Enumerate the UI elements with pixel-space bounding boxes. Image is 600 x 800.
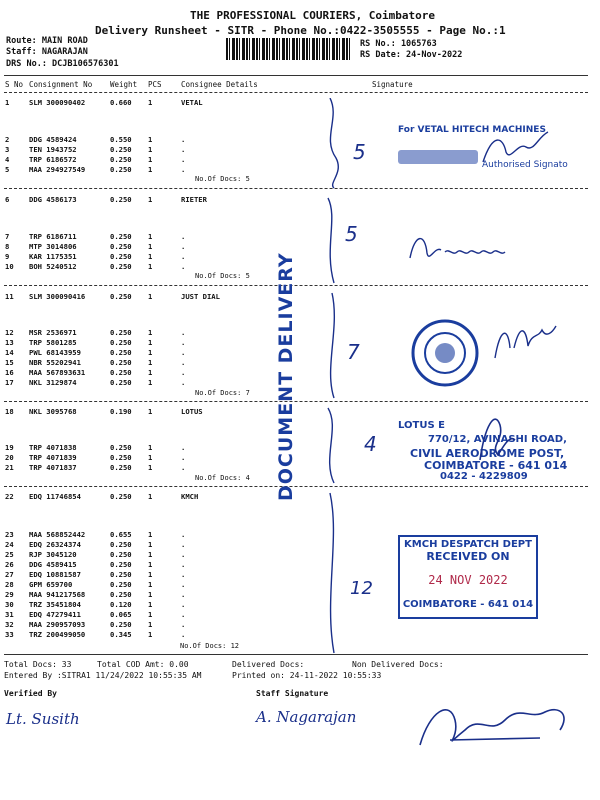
- group-doc-count: No.Of Docs: 4: [195, 474, 250, 482]
- table-cell: .: [181, 378, 186, 387]
- table-cell: 0.190: [110, 407, 132, 416]
- table-cell: 25: [5, 550, 14, 559]
- table-cell: JUST DIAL: [181, 292, 220, 301]
- table-cell: 1: [148, 590, 153, 599]
- group-doc-count: No.Of Docs: 12: [180, 642, 240, 650]
- table-cell: NBR 55202941: [29, 358, 81, 367]
- handwritten-count: 4: [364, 432, 377, 456]
- table-cell: 0.660: [110, 98, 132, 107]
- group-divider: [4, 188, 588, 189]
- table-cell: 0.655: [110, 530, 132, 539]
- table-cell: RJP 3045120: [29, 550, 77, 559]
- table-cell: .: [181, 232, 186, 241]
- table-cell: .: [181, 530, 186, 539]
- table-cell: .: [181, 610, 186, 619]
- table-cell: MTP 3014806: [29, 242, 77, 251]
- kmch-stamp-line: KMCH DESPATCH DEPT: [404, 539, 532, 550]
- route: Route: MAIN ROAD: [6, 36, 88, 46]
- table-cell: 1: [148, 407, 153, 416]
- vetal-stamp-line: For VETAL HITECH MACHINES: [398, 125, 546, 135]
- table-cell: 20: [5, 453, 14, 462]
- verified-by-label: Verified By: [4, 689, 57, 698]
- table-cell: DDG 4589415: [29, 560, 77, 569]
- table-cell: .: [181, 453, 186, 462]
- col-consignee-details: Consignee Details: [181, 80, 258, 89]
- table-row: [0, 378, 600, 388]
- table-cell: 0.550: [110, 135, 132, 144]
- header-bottom-rule: [4, 92, 588, 93]
- table-cell: 6: [5, 195, 10, 204]
- table-cell: 14: [5, 348, 14, 357]
- bracket-stroke-icon: [318, 98, 348, 658]
- table-cell: 31: [5, 610, 14, 619]
- table-cell: 10: [5, 262, 14, 271]
- table-cell: 1: [148, 560, 153, 569]
- table-cell: 1: [148, 292, 153, 301]
- table-cell: 1: [148, 463, 153, 472]
- barcode-image: [226, 38, 352, 60]
- table-cell: 1: [148, 620, 153, 629]
- table-cell: .: [181, 165, 186, 174]
- rs-date: RS Date: 24-Nov-2022: [360, 50, 463, 60]
- col-signature: Signature: [372, 80, 413, 89]
- table-cell: LOTUS: [181, 407, 203, 416]
- table-cell: .: [181, 242, 186, 251]
- table-cell: .: [181, 348, 186, 357]
- table-cell: 0.250: [110, 338, 132, 347]
- group-doc-count: No.Of Docs: 7: [195, 389, 250, 397]
- lotus-stamp-line: 770/12, AVINASHI ROAD,: [428, 434, 567, 445]
- table-cell: 1: [148, 570, 153, 579]
- table-cell: MAA 294927549: [29, 165, 86, 174]
- table-cell: 0.250: [110, 590, 132, 599]
- table-cell: .: [181, 358, 186, 367]
- lotus-signature-icon: [470, 405, 520, 465]
- lotus-stamp-line: COIMBATORE - 641 014: [424, 459, 568, 472]
- table-cell: MAA 568852442: [29, 530, 86, 539]
- col-weight: Weight: [110, 80, 138, 89]
- just-dial-signature-icon: [490, 318, 560, 363]
- table-cell: MAA 290957093: [29, 620, 86, 629]
- table-cell: 32: [5, 620, 14, 629]
- table-cell: .: [181, 630, 186, 639]
- table-cell: 1: [148, 145, 153, 154]
- table-cell: .: [181, 328, 186, 337]
- table-cell: 0.250: [110, 443, 132, 452]
- table-cell: 1: [5, 98, 10, 107]
- table-cell: 1: [148, 550, 153, 559]
- table-cell: 28: [5, 580, 14, 589]
- table-cell: 19: [5, 443, 14, 452]
- table-cell: .: [181, 580, 186, 589]
- table-cell: 0.250: [110, 165, 132, 174]
- table-cell: 33: [5, 630, 14, 639]
- footer-rule: [4, 654, 588, 655]
- table-cell: .: [181, 550, 186, 559]
- lotus-stamp-line: LOTUS E: [398, 420, 445, 431]
- table-cell: 0.250: [110, 570, 132, 579]
- delivered-docs: Delivered Docs:: [232, 660, 305, 669]
- group-doc-count: No.Of Docs: 5: [195, 175, 250, 183]
- scribble-signature-icon: [410, 690, 580, 760]
- total-cod-amount: Total COD Amt: 0.00: [97, 660, 189, 669]
- table-row: [0, 292, 600, 302]
- table-cell: 0.345: [110, 630, 132, 639]
- table-cell: .: [181, 155, 186, 164]
- table-cell: 1: [148, 165, 153, 174]
- table-cell: 30: [5, 600, 14, 609]
- vetal-stamp-ink-icon: [398, 150, 478, 164]
- table-cell: 29: [5, 590, 14, 599]
- vetal-signature-icon: [478, 122, 558, 167]
- table-cell: 1: [148, 338, 153, 347]
- non-delivered-docs: Non Delivered Docs:: [352, 660, 444, 669]
- table-cell: 18: [5, 407, 14, 416]
- table-cell: TRP 5801285: [29, 338, 77, 347]
- table-cell: 23: [5, 530, 14, 539]
- column-header-row: [0, 80, 600, 90]
- table-cell: 1: [148, 453, 153, 462]
- table-cell: 0.250: [110, 155, 132, 164]
- col-sno: S No: [5, 80, 24, 89]
- table-cell: VETAL: [181, 98, 203, 107]
- table-cell: 24: [5, 540, 14, 549]
- table-cell: 0.250: [110, 550, 132, 559]
- table-cell: EDQ 47279411: [29, 610, 81, 619]
- lotus-stamp-line: CIVIL AERODROME POST,: [410, 447, 565, 460]
- table-cell: 0.250: [110, 620, 132, 629]
- table-cell: 1: [148, 492, 153, 501]
- table-cell: .: [181, 600, 186, 609]
- printed-on: Printed on: 24-11-2022 10:55:33: [232, 671, 382, 680]
- table-cell: 0.250: [110, 463, 132, 472]
- table-cell: 0.250: [110, 328, 132, 337]
- table-cell: 1: [148, 155, 153, 164]
- table-row: [0, 630, 600, 640]
- kmch-received-stamp: [398, 535, 538, 619]
- table-cell: TRP 6186711: [29, 232, 77, 241]
- table-cell: 0.250: [110, 560, 132, 569]
- table-cell: TRP 6186572: [29, 155, 77, 164]
- table-cell: .: [181, 135, 186, 144]
- table-cell: DDG 4589424: [29, 135, 77, 144]
- table-cell: SLM 300090416: [29, 292, 86, 301]
- col-consignment: Consignment No: [29, 80, 93, 89]
- table-cell: 1: [148, 232, 153, 241]
- table-cell: SLM 300090402: [29, 98, 86, 107]
- table-cell: 17: [5, 378, 14, 387]
- table-cell: 15: [5, 358, 14, 367]
- table-cell: 0.250: [110, 348, 132, 357]
- table-cell: 1: [148, 358, 153, 367]
- header-top-rule: [4, 75, 588, 76]
- table-cell: EDQ 11746854: [29, 492, 81, 501]
- table-cell: NKL 3129874: [29, 378, 77, 387]
- table-row: [0, 492, 600, 502]
- table-cell: .: [181, 145, 186, 154]
- table-cell: 0.250: [110, 358, 132, 367]
- drs-number: DRS No.: DCJB106576301: [6, 59, 119, 69]
- table-cell: 1: [148, 368, 153, 377]
- table-cell: 0.250: [110, 262, 132, 271]
- table-cell: 0.250: [110, 252, 132, 261]
- table-cell: 1: [148, 610, 153, 619]
- table-cell: KAR 1175351: [29, 252, 77, 261]
- handwritten-count: 7: [347, 340, 360, 364]
- table-cell: 1: [148, 135, 153, 144]
- table-cell: 0.250: [110, 242, 132, 251]
- table-cell: 1: [148, 580, 153, 589]
- table-cell: 26: [5, 560, 14, 569]
- table-cell: TRZ 35451804: [29, 600, 81, 609]
- table-cell: EDQ 26324374: [29, 540, 81, 549]
- table-cell: .: [181, 443, 186, 452]
- table-cell: 11: [5, 292, 14, 301]
- table-row: [0, 368, 600, 378]
- table-cell: .: [181, 338, 186, 347]
- table-cell: 0.250: [110, 368, 132, 377]
- table-cell: .: [181, 570, 186, 579]
- table-cell: 7: [5, 232, 10, 241]
- table-cell: 1: [148, 443, 153, 452]
- table-row: [0, 620, 600, 630]
- table-cell: TRP 4071838: [29, 443, 77, 452]
- table-cell: 1: [148, 378, 153, 387]
- kmch-stamp-date: 24 NOV 2022: [428, 573, 508, 587]
- table-cell: 0.120: [110, 600, 132, 609]
- table-row: [0, 98, 600, 108]
- verified-signature: Lt. Susith: [6, 710, 80, 728]
- table-cell: 8: [5, 242, 10, 251]
- table-cell: 0.250: [110, 492, 132, 501]
- handwritten-count: 5: [345, 222, 358, 246]
- col-pcs: PCS: [148, 80, 162, 89]
- table-cell: 0.250: [110, 378, 132, 387]
- table-cell: TRP 4071839: [29, 453, 77, 462]
- table-cell: 4: [5, 155, 10, 164]
- table-cell: 21: [5, 463, 14, 472]
- document-title: THE PROFESSIONAL COURIERS, Coimbatore: [190, 9, 436, 22]
- table-cell: 3: [5, 145, 10, 154]
- table-cell: GPM 659700: [29, 580, 73, 589]
- table-cell: 2: [5, 135, 10, 144]
- table-cell: 1: [148, 195, 153, 204]
- table-cell: 1: [148, 600, 153, 609]
- rs-number: RS No.: 1065763: [360, 39, 437, 49]
- table-cell: 12: [5, 328, 14, 337]
- table-cell: .: [181, 620, 186, 629]
- handwritten-count: 12: [350, 578, 373, 599]
- table-cell: 1: [148, 540, 153, 549]
- entered-by: Entered By :SITRA1 11/24/2022 10:55:35 AM: [4, 671, 202, 680]
- table-cell: NKL 3095768: [29, 407, 77, 416]
- table-cell: 1: [148, 630, 153, 639]
- table-cell: .: [181, 540, 186, 549]
- just-dial-round-stamp-icon: [408, 318, 483, 388]
- table-cell: 1: [148, 242, 153, 251]
- table-cell: 1: [148, 328, 153, 337]
- table-cell: PWL 68143959: [29, 348, 81, 357]
- handwritten-count: 5: [353, 140, 366, 164]
- group-doc-count: No.Of Docs: 5: [195, 272, 250, 280]
- table-cell: KMCH: [181, 492, 199, 501]
- staff-signature: A. Nagarajan: [256, 708, 357, 726]
- kmch-stamp-line: COIMBATORE - 641 014: [402, 599, 534, 610]
- table-cell: .: [181, 262, 186, 271]
- table-cell: BOH 5240512: [29, 262, 77, 271]
- table-cell: 0.250: [110, 195, 132, 204]
- table-cell: .: [181, 590, 186, 599]
- table-cell: TRZ 200499050: [29, 630, 86, 639]
- document-delivery-stamp: DOCUMENT DELIVERY: [275, 252, 297, 501]
- table-cell: .: [181, 368, 186, 377]
- table-cell: 0.065: [110, 610, 132, 619]
- table-cell: 13: [5, 338, 14, 347]
- table-cell: 0.250: [110, 292, 132, 301]
- table-cell: MAA 567893631: [29, 368, 86, 377]
- table-cell: 16: [5, 368, 14, 377]
- table-cell: .: [181, 463, 186, 472]
- table-cell: 27: [5, 570, 14, 579]
- table-cell: MSR 2536971: [29, 328, 77, 337]
- table-cell: 1: [148, 98, 153, 107]
- table-cell: RIETER: [181, 195, 207, 204]
- table-cell: 1: [148, 530, 153, 539]
- table-cell: 0.250: [110, 540, 132, 549]
- table-cell: TEN 1943752: [29, 145, 77, 154]
- table-cell: 0.250: [110, 580, 132, 589]
- table-row: [0, 195, 600, 205]
- table-cell: 9: [5, 252, 10, 261]
- table-cell: .: [181, 252, 186, 261]
- table-cell: 1: [148, 348, 153, 357]
- lotus-stamp-line: 0422 - 4229809: [440, 471, 528, 482]
- table-cell: MAA 941217568: [29, 590, 86, 599]
- table-cell: TRP 4071837: [29, 463, 77, 472]
- table-cell: .: [181, 560, 186, 569]
- table-cell: 1: [148, 252, 153, 261]
- table-cell: 0.250: [110, 145, 132, 154]
- rieter-signature-icon: [405, 228, 555, 268]
- table-cell: 0.250: [110, 453, 132, 462]
- table-cell: DDG 4586173: [29, 195, 77, 204]
- staff-signature-label: Staff Signature: [256, 689, 329, 698]
- vetal-stamp-line: Authorised Signato: [482, 160, 568, 170]
- table-cell: EDQ 10881587: [29, 570, 81, 579]
- kmch-stamp-line: RECEIVED ON: [426, 550, 510, 563]
- staff: Staff: NAGARAJAN: [6, 47, 88, 57]
- table-cell: 22: [5, 492, 14, 501]
- table-cell: 0.250: [110, 232, 132, 241]
- document-subtitle: Delivery Runsheet - SITR - Phone No.:0422-3505555 - Page No.:1: [95, 24, 506, 37]
- table-cell: 1: [148, 262, 153, 271]
- total-docs: Total Docs: 33: [4, 660, 72, 669]
- table-cell: 5: [5, 165, 10, 174]
